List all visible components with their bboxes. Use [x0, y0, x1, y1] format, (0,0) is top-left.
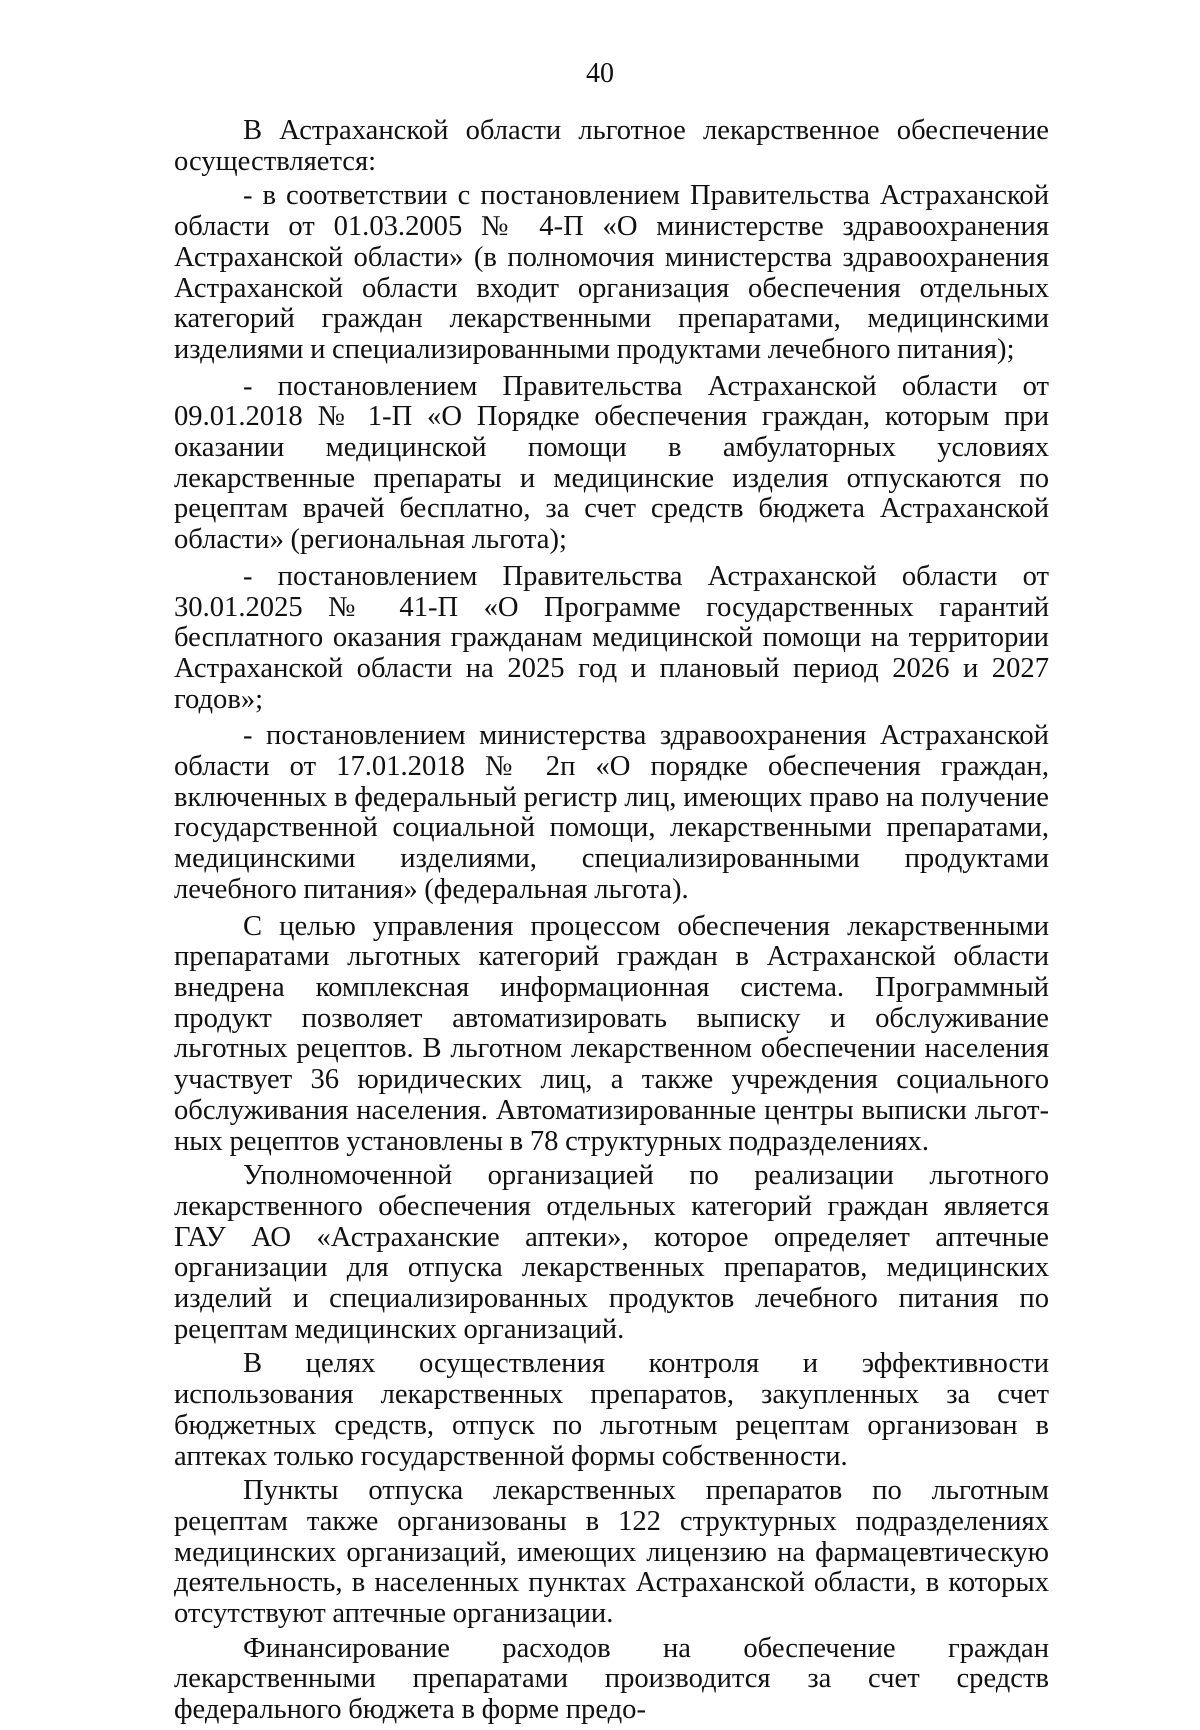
list-item-ministry-order-federal: - постановлением министерства здравоохранения Астраханской области от 17.01.2018 № 2п «О порядке обеспечения граждан, включенных в федеральный регистр лиц, имеющих право на получение государственной социальной помощи, лекарственными препаратами, медицинскими изделиями, специализированными продуктами лечебного питания» (федеральная льгота).: [174, 720, 1049, 905]
paragraph-dispensing-points: Пункты отпуска лекарственных препаратов по льготным рецептам также организованы в 122 структурных подразделениях медицинских организаций, имеющих лицензию на фармацевтическую деятельность, в населенных пунктах Астраханской области, в которых отсутствуют аптечные организации.: [174, 1475, 1049, 1630]
document-body: [174, 116, 1049, 1730]
paragraph-authorized-organization: Уполномоченной организацией по реализации льготного лекарственного обеспечения отдельных категорий граждан является ГАУ АО «Астраханские аптеки», которое определяет аптечные организации для отпуска лекарственных препаратов, медицинских изделий и специализированных продуктов лечебного питания по рецептам медицинских организаций.: [174, 1160, 1049, 1345]
paragraph-control: В целях осуществления контроля и эффективности использования лекарственных препаратов, закупленных за счет бюджетных средств, отпуск по льготным рецептам организован в аптеках только государственной формы собственности.: [174, 1348, 1049, 1472]
paragraph-information-system: С целью управления процессом обеспечения лекарственными препаратами льготных категорий граждан в Астраханской области внедрена комплексная информационная система. Программный продукт позволяет автоматизировать выписку и обслуживание льготных рецептов. В льготном лекарственном обеспечении населения участвует 36 юридических лиц, а также учреждения социального обслуживания населения. Автоматизированные центры выписки льготных рецептов установлены в 78 структурных подразделениях.: [174, 910, 1049, 1157]
list-item-resolution-2018-regional: - постановлением Правительства Астраханской области от 09.01.2018 № 1-П «О Порядке обеспечения граждан, которым при оказании медицинской помощи в амбулаторных условиях лекарственные препараты и медицинские изделия отпускаются по рецептам врачей бесплатно, за счет средств бюджета Астраханской области» (региональная льгота);: [174, 370, 1049, 556]
paragraph-intro: В Астраханской области льготное лекарственное обеспечение осуществляется:: [174, 115, 1049, 177]
paragraph-financing: Финансирование расходов на обеспечение граждан лекарственными препаратами производится за счет средств федерального бюджета в форме предо-: [174, 1632, 1049, 1726]
page-number: 40: [586, 58, 614, 89]
list-item-resolution-2025-program: - постановлением Правительства Астраханской области от 30.01.2025 № 41-П «О Программе государственных гарантий бесплатного оказания гражданам медицинской помощи на территории Астраханской области на 2025 год и плановый период 2026 и 2027 годов»;: [174, 560, 1049, 715]
list-item-resolution-2005: - в соответствии с постановлением Правительства Астраханской области от 01.03.2005 № 4-П «О министерстве здравоохранения Астраханской области» (в полномочия министерства здравоохранения Астраханской области входит организация обеспечения отдельных категорий граждан лекарственными препаратами, медицинскими изделиями и специализированными продуктами лечебного питания);: [174, 180, 1049, 365]
